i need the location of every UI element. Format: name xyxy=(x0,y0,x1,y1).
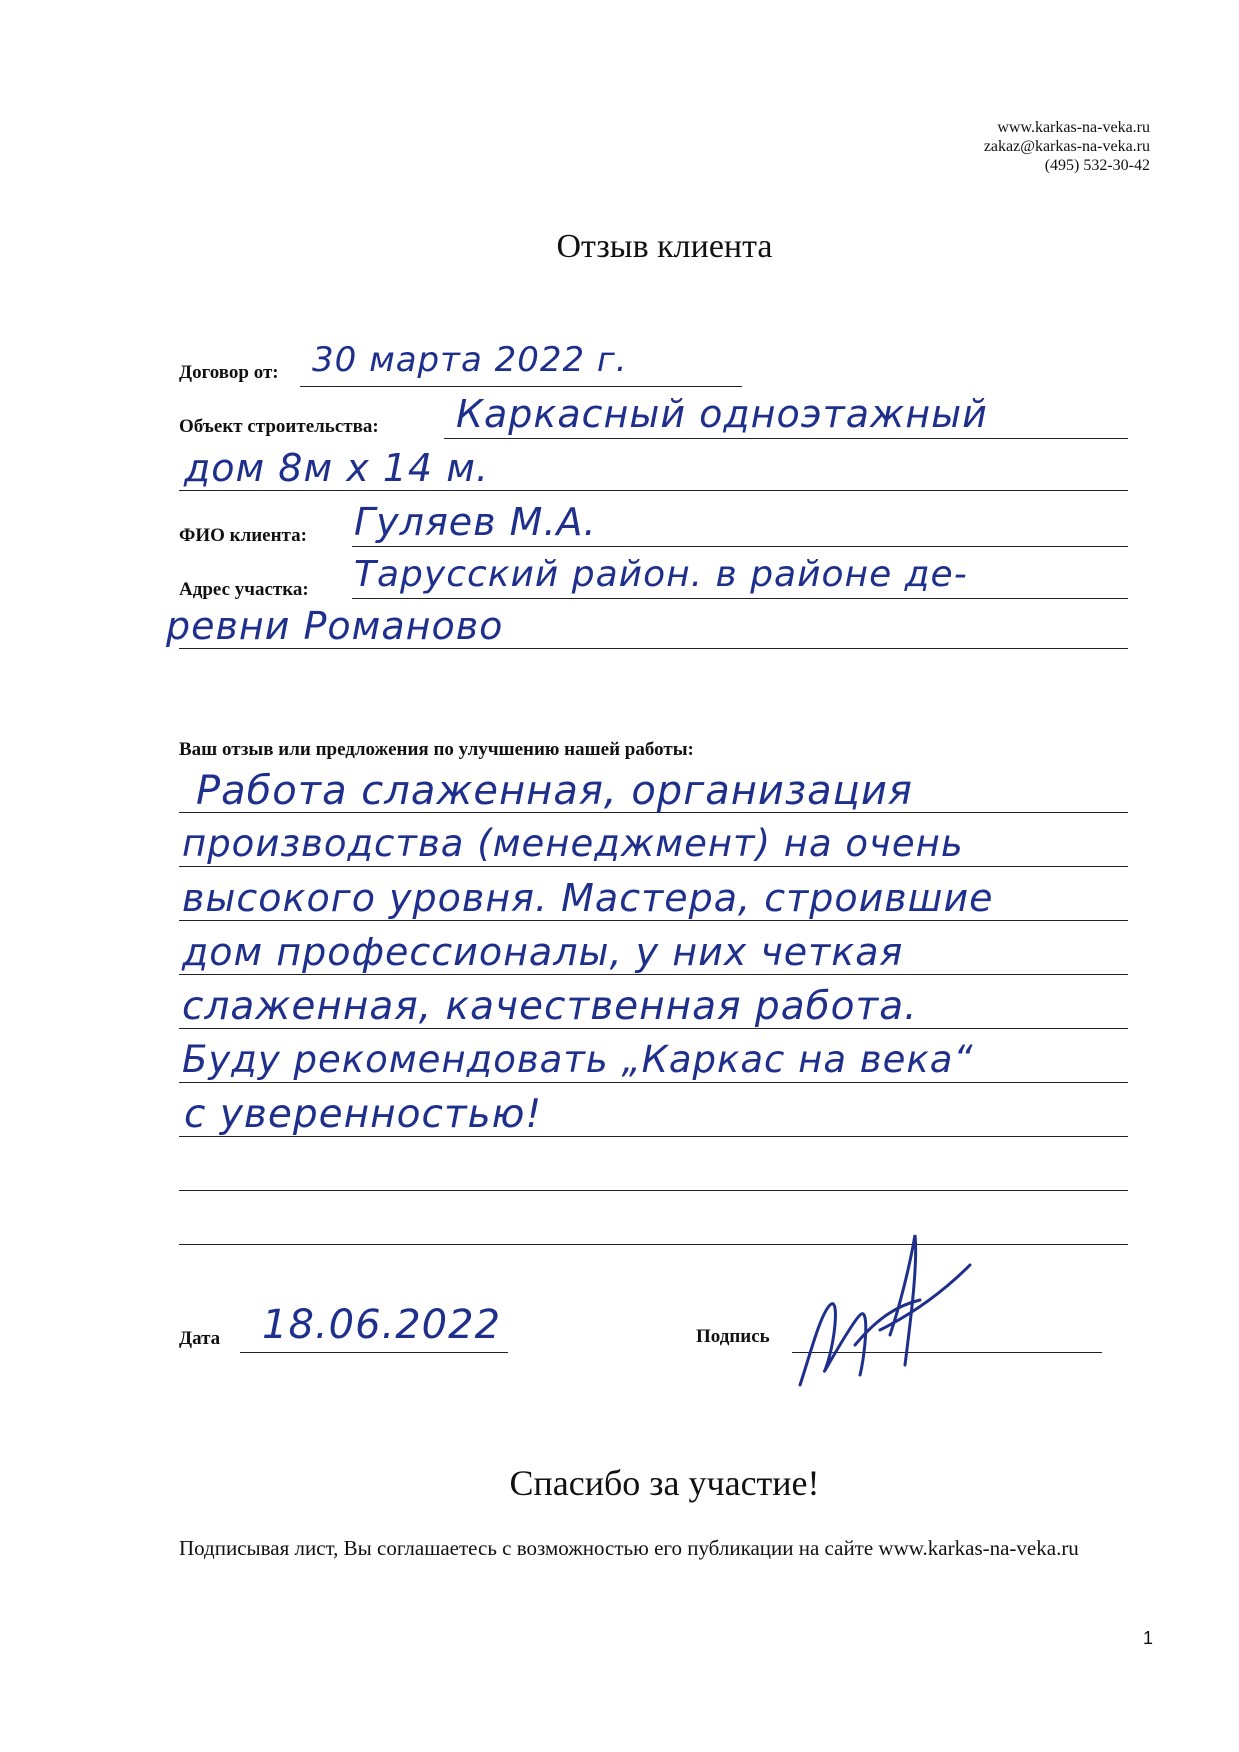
date-handwritten: 18.06.2022 xyxy=(262,1302,502,1348)
object-line-2 xyxy=(179,490,1128,491)
address-line-1 xyxy=(352,598,1128,599)
email: zakaz@karkas-na-veka.ru xyxy=(983,138,1150,155)
address-handwritten-1: Тарусский район. в районе де- xyxy=(354,554,968,595)
feedback-handwritten-line: Буду рекомендовать „Каркас на века“ xyxy=(182,1038,974,1081)
feedback-line xyxy=(179,866,1128,867)
page-title: Отзыв клиента xyxy=(556,228,773,265)
site-url: www.karkas-na-veka.ru xyxy=(997,119,1150,136)
object-handwritten-2: дом 8м х 14 м. xyxy=(184,446,489,490)
date-label: Дата xyxy=(179,1328,221,1349)
feedback-handwritten-line: с уверенностью! xyxy=(184,1092,543,1137)
page-number: 1 xyxy=(1142,1628,1153,1648)
signature-mark xyxy=(780,1205,980,1405)
client-label: ФИО клиента: xyxy=(179,525,307,546)
contract-label: Договор от: xyxy=(179,362,279,383)
client-name-handwritten: Гуляев М.А. xyxy=(354,500,597,544)
feedback-line xyxy=(179,920,1128,921)
thanks-text: Спасибо за участие! xyxy=(509,1463,820,1503)
feedback-line xyxy=(179,1244,1128,1245)
address-line-2 xyxy=(179,648,1128,649)
object-line-1 xyxy=(444,438,1128,439)
signature-label: Подпись xyxy=(696,1326,770,1347)
publication-note: Подписывая лист, Вы соглашаетесь с возможностью его публикации на сайте www.karkas-na-veka.ru xyxy=(179,1536,1079,1560)
date-line xyxy=(240,1352,508,1353)
feedback-line xyxy=(179,974,1128,975)
contract-line xyxy=(300,386,742,387)
feedback-handwritten-line: производства (менеджмент) на очень xyxy=(182,822,964,865)
feedback-line xyxy=(179,1190,1128,1191)
phone: (495) 532-30-42 xyxy=(1044,157,1150,174)
object-handwritten-1: Каркасный одноэтажный xyxy=(456,392,988,436)
contract-date-handwritten: 30 марта 2022 г. xyxy=(312,340,628,380)
feedback-handwritten-line: слаженная, качественная работа. xyxy=(182,984,918,1029)
feedback-handwritten-line: Работа слаженная, организация xyxy=(196,768,913,814)
feedback-handwritten-line: высокого уровня. Мастера, строившие xyxy=(182,876,994,920)
feedback-line xyxy=(179,1082,1128,1083)
contact-info xyxy=(984,118,1150,175)
client-line xyxy=(352,546,1128,547)
address-label: Адрес участка: xyxy=(179,579,309,600)
feedback-label: Ваш отзыв или предложения по улучшению нашей работы: xyxy=(179,739,694,760)
address-handwritten-2: ревни Романово xyxy=(166,604,504,648)
object-label: Объект строительства: xyxy=(179,416,379,437)
feedback-handwritten-line: дом профессионалы, у них четкая xyxy=(182,930,904,974)
